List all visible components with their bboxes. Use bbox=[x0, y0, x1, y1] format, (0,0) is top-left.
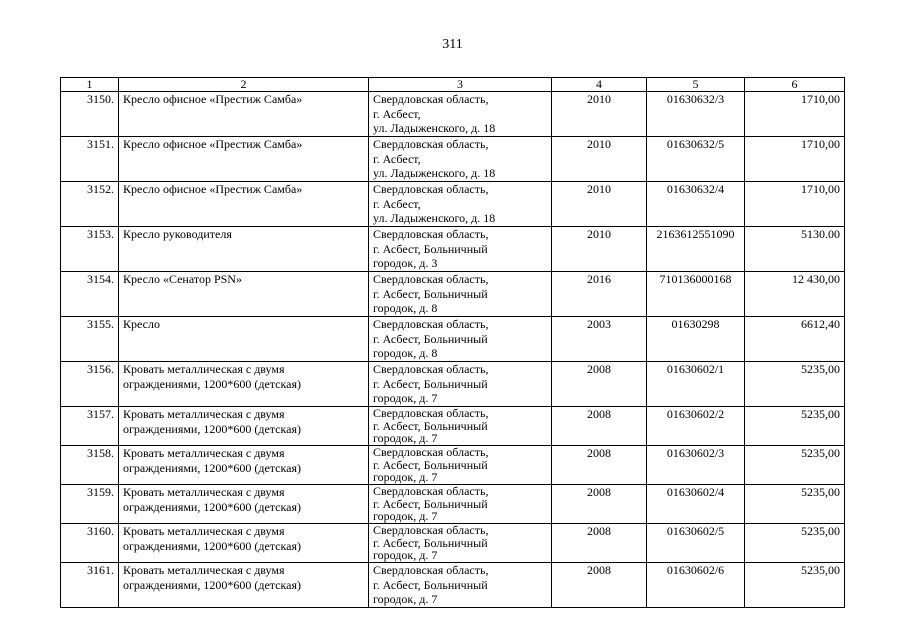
item-name-line: ограждениями, 1200*600 (детская) bbox=[123, 538, 301, 553]
item-cost: 12 430,00 bbox=[745, 272, 845, 317]
item-address bbox=[369, 563, 552, 608]
address-line: г. Асбест, bbox=[373, 106, 421, 121]
item-cost: 1710,00 bbox=[745, 182, 845, 227]
inventory-number: 01630602/5 bbox=[647, 524, 745, 563]
inventory-number: 01630602/4 bbox=[647, 485, 745, 524]
table-row bbox=[61, 524, 845, 563]
item-name-line: Кресло офисное «Престиж Самба» bbox=[123, 137, 303, 151]
address-line: городок, д. 8 bbox=[373, 301, 438, 316]
inventory-number: 01630602/6 bbox=[647, 563, 745, 608]
row-number: 3158. bbox=[61, 446, 119, 485]
table-row bbox=[61, 362, 845, 407]
item-year: 2008 bbox=[552, 446, 647, 485]
address-line: городок, д. 7 bbox=[373, 509, 438, 524]
item-name bbox=[119, 272, 369, 317]
table-row bbox=[61, 137, 845, 182]
item-address bbox=[369, 446, 552, 485]
item-name bbox=[119, 92, 369, 137]
address-line: городок, д. 7 bbox=[373, 431, 438, 446]
item-name-line: Кровать металлическая с двумя bbox=[123, 563, 285, 577]
table-row bbox=[61, 317, 845, 362]
address-line: г. Асбест, Больничный bbox=[373, 286, 488, 301]
address-line: Свердловская область, bbox=[373, 563, 489, 577]
address-line: г. Асбест, Больничный bbox=[373, 535, 488, 550]
item-year: 2010 bbox=[552, 92, 647, 137]
item-cost: 5235,00 bbox=[745, 563, 845, 608]
address-line: г. Асбест, Больничный bbox=[373, 496, 488, 511]
item-name bbox=[119, 137, 369, 182]
address-line: городок, д. 7 bbox=[373, 470, 438, 485]
item-name-line: Кресло руководителя bbox=[123, 227, 232, 241]
item-name-line: Кровать металлическая с двумя bbox=[123, 407, 285, 421]
address-line: городок, д. 8 bbox=[373, 346, 438, 361]
item-name bbox=[119, 182, 369, 227]
address-line: г. Асбест, Больничный bbox=[373, 241, 488, 256]
item-name-line: Кровать металлическая с двумя bbox=[123, 446, 285, 460]
item-year: 2010 bbox=[552, 227, 647, 272]
column-header: 3 bbox=[369, 78, 552, 92]
inventory-number: 01630602/3 bbox=[647, 446, 745, 485]
item-name-line: ограждениями, 1200*600 (детская) bbox=[123, 460, 301, 475]
inventory-number: 01630298 bbox=[647, 317, 745, 362]
row-number: 3150. bbox=[61, 92, 119, 137]
item-cost: 5130.00 bbox=[745, 227, 845, 272]
item-name bbox=[119, 446, 369, 485]
item-year: 2008 bbox=[552, 362, 647, 407]
item-name-line: ограждениями, 1200*600 (детская) bbox=[123, 376, 301, 391]
table-row bbox=[61, 407, 845, 446]
address-line: Свердловская область, bbox=[373, 182, 489, 196]
table-row bbox=[61, 446, 845, 485]
item-year: 2008 bbox=[552, 407, 647, 446]
item-year: 2010 bbox=[552, 182, 647, 227]
inventory-number: 710136000168 bbox=[647, 272, 745, 317]
item-year: 2010 bbox=[552, 137, 647, 182]
item-cost: 1710,00 bbox=[745, 137, 845, 182]
table-row bbox=[61, 227, 845, 272]
table-row bbox=[61, 485, 845, 524]
row-number: 3151. bbox=[61, 137, 119, 182]
item-address bbox=[369, 272, 552, 317]
row-number: 3154. bbox=[61, 272, 119, 317]
address-line: Свердловская область, bbox=[373, 362, 489, 376]
item-name bbox=[119, 407, 369, 446]
column-header: 2 bbox=[119, 78, 369, 92]
column-header: 1 bbox=[61, 78, 119, 92]
address-line: г. Асбест, bbox=[373, 196, 421, 211]
address-line: Свердловская область, bbox=[373, 523, 489, 537]
item-address bbox=[369, 317, 552, 362]
item-cost: 5235,00 bbox=[745, 524, 845, 563]
item-cost: 5235,00 bbox=[745, 485, 845, 524]
item-name bbox=[119, 227, 369, 272]
item-address bbox=[369, 485, 552, 524]
address-line: г. Асбест, bbox=[373, 151, 421, 166]
address-line: г. Асбест, Больничный bbox=[373, 457, 488, 472]
item-cost: 1710,00 bbox=[745, 92, 845, 137]
row-number: 3152. bbox=[61, 182, 119, 227]
address-line: городок, д. 7 bbox=[373, 592, 438, 607]
item-address bbox=[369, 227, 552, 272]
row-number: 3159. bbox=[61, 485, 119, 524]
item-name-line: ограждениями, 1200*600 (детская) bbox=[123, 577, 301, 592]
table-row bbox=[61, 563, 845, 608]
item-address bbox=[369, 137, 552, 182]
column-header: 6 bbox=[745, 78, 845, 92]
item-cost: 6612,40 bbox=[745, 317, 845, 362]
item-name-line: Кресло «Сенатор PSN» bbox=[123, 272, 242, 286]
inventory-number: 01630602/1 bbox=[647, 362, 745, 407]
address-line: Свердловская область, bbox=[373, 484, 489, 498]
item-cost: 5235,00 bbox=[745, 407, 845, 446]
address-line: ул. Ладыженского, д. 18 bbox=[373, 211, 496, 226]
row-number: 3155. bbox=[61, 317, 119, 362]
column-header: 5 bbox=[647, 78, 745, 92]
item-name-line: Кресло офисное «Престиж Самба» bbox=[123, 92, 303, 106]
item-year: 2003 bbox=[552, 317, 647, 362]
item-year: 2008 bbox=[552, 524, 647, 563]
item-name-line: Кровать металлическая с двумя bbox=[123, 362, 285, 376]
item-name-line: Кресло офисное «Престиж Самба» bbox=[123, 182, 303, 196]
item-cost: 5235,00 bbox=[745, 446, 845, 485]
address-line: городок, д. 3 bbox=[373, 256, 438, 271]
address-line: г. Асбест, Больничный bbox=[373, 331, 488, 346]
table-row bbox=[61, 92, 845, 137]
item-name bbox=[119, 317, 369, 362]
address-line: г. Асбест, Больничный bbox=[373, 577, 488, 592]
inventory-number: 01630602/2 bbox=[647, 407, 745, 446]
address-line: Свердловская область, bbox=[373, 227, 489, 241]
item-name bbox=[119, 362, 369, 407]
address-line: ул. Ладыженского, д. 18 bbox=[373, 121, 496, 136]
inventory-number: 01630632/3 bbox=[647, 92, 745, 137]
item-year: 2016 bbox=[552, 272, 647, 317]
item-cost: 5235,00 bbox=[745, 362, 845, 407]
address-line: Свердловская область, bbox=[373, 406, 489, 420]
address-line: городок, д. 7 bbox=[373, 548, 438, 563]
item-year: 2008 bbox=[552, 485, 647, 524]
address-line: г. Асбест, Больничный bbox=[373, 418, 488, 433]
table-row bbox=[61, 182, 845, 227]
item-address bbox=[369, 92, 552, 137]
inventory-number: 01630632/4 bbox=[647, 182, 745, 227]
row-number: 3153. bbox=[61, 227, 119, 272]
item-name-line: Кресло bbox=[123, 317, 160, 331]
address-line: г. Асбест, Больничный bbox=[373, 376, 488, 391]
header-row bbox=[61, 78, 845, 92]
property-registry-table bbox=[60, 77, 845, 608]
inventory-number: 01630632/5 bbox=[647, 137, 745, 182]
row-number: 3157. bbox=[61, 407, 119, 446]
address-line: Свердловская область, bbox=[373, 92, 489, 106]
table-row bbox=[61, 272, 845, 317]
item-address bbox=[369, 524, 552, 563]
item-name bbox=[119, 524, 369, 563]
address-line: Свердловская область, bbox=[373, 445, 489, 459]
address-line: Свердловская область, bbox=[373, 272, 489, 286]
item-name-line: ограждениями, 1200*600 (детская) bbox=[123, 421, 301, 436]
row-number: 3156. bbox=[61, 362, 119, 407]
item-name-line: Кровать металлическая с двумя bbox=[123, 524, 285, 538]
item-name bbox=[119, 485, 369, 524]
item-address bbox=[369, 362, 552, 407]
address-line: городок, д. 7 bbox=[373, 391, 438, 406]
column-header: 4 bbox=[552, 78, 647, 92]
row-number: 3161. bbox=[61, 563, 119, 608]
item-name bbox=[119, 563, 369, 608]
row-number: 3160. bbox=[61, 524, 119, 563]
item-year: 2008 bbox=[552, 563, 647, 608]
address-line: ул. Ладыженского, д. 18 bbox=[373, 166, 496, 181]
item-address bbox=[369, 407, 552, 446]
address-line: Свердловская область, bbox=[373, 137, 489, 151]
item-name-line: Кровать металлическая с двумя bbox=[123, 485, 285, 499]
item-address bbox=[369, 182, 552, 227]
item-name-line: ограждениями, 1200*600 (детская) bbox=[123, 499, 301, 514]
page-number: 311 bbox=[442, 37, 463, 52]
address-line: Свердловская область, bbox=[373, 317, 489, 331]
inventory-number: 2163612551090 bbox=[647, 227, 745, 272]
